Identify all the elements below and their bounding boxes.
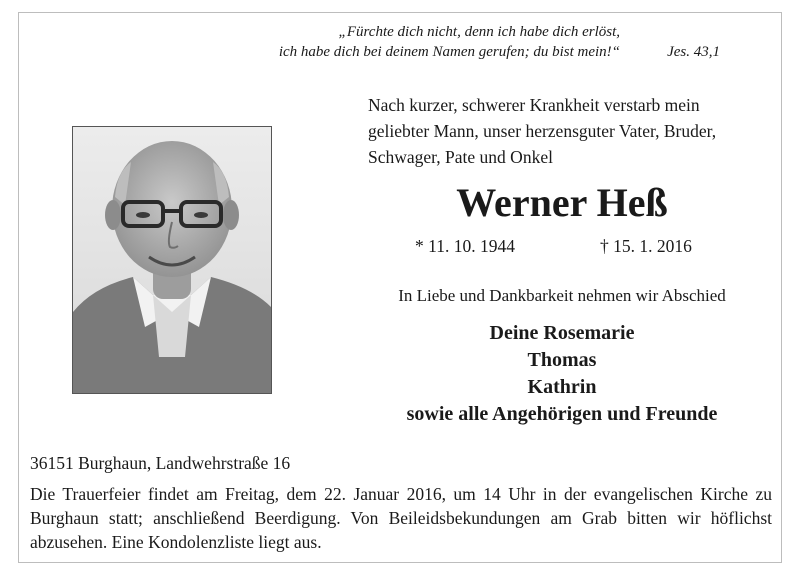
birth-date: * 11. 10. 1944 (415, 236, 515, 256)
bible-verse-line-1: „Fürchte dich nicht, denn ich habe dich erlöst, (338, 24, 620, 40)
death-date: † 15. 1. 2016 (600, 236, 692, 256)
mourner-name: Kathrin (527, 376, 597, 398)
intro-text (368, 92, 768, 170)
family-address: 36151 Burghaun, Landwehrstraße 16 (30, 453, 291, 473)
intro-line-2: geliebter Mann, unser herzensguter Vater, Bruder, (368, 121, 717, 141)
portrait-photo (72, 126, 272, 394)
intro-line-1: Nach kurzer, schwerer Krankheit verstarb mein (368, 95, 700, 115)
mourners-list (368, 320, 756, 428)
mourner-name: sowie alle Angehörigen und Freunde (406, 403, 718, 425)
mourner-name: Thomas (527, 349, 597, 371)
bible-verse-line-2: ich habe dich bei deinem Namen gerufen; du bist mein!“ (278, 44, 620, 60)
intro-line-3: Schwager, Pate und Onkel (368, 147, 553, 167)
deceased-name: Werner Heß (456, 180, 668, 225)
bible-verse-reference: Jes. 43,1 (667, 44, 720, 60)
portrait-illustration (73, 127, 271, 393)
mourner-name: Deine Rosemarie (489, 322, 635, 344)
farewell-text: In Liebe und Dankbarkeit nehmen wir Abschied (398, 286, 726, 305)
bible-verse (150, 22, 620, 62)
funeral-notice: Die Trauerfeier findet am Freitag, dem 22. Januar 2016, um 14 Uhr in der evangelischen Kirche zu Burghaun statt; anschließend Beerdigung. Von Beileidsbekundungen am Grab bitten wir höflichst abzusehen. Eine Kondolenzliste liegt aus. (30, 484, 772, 552)
